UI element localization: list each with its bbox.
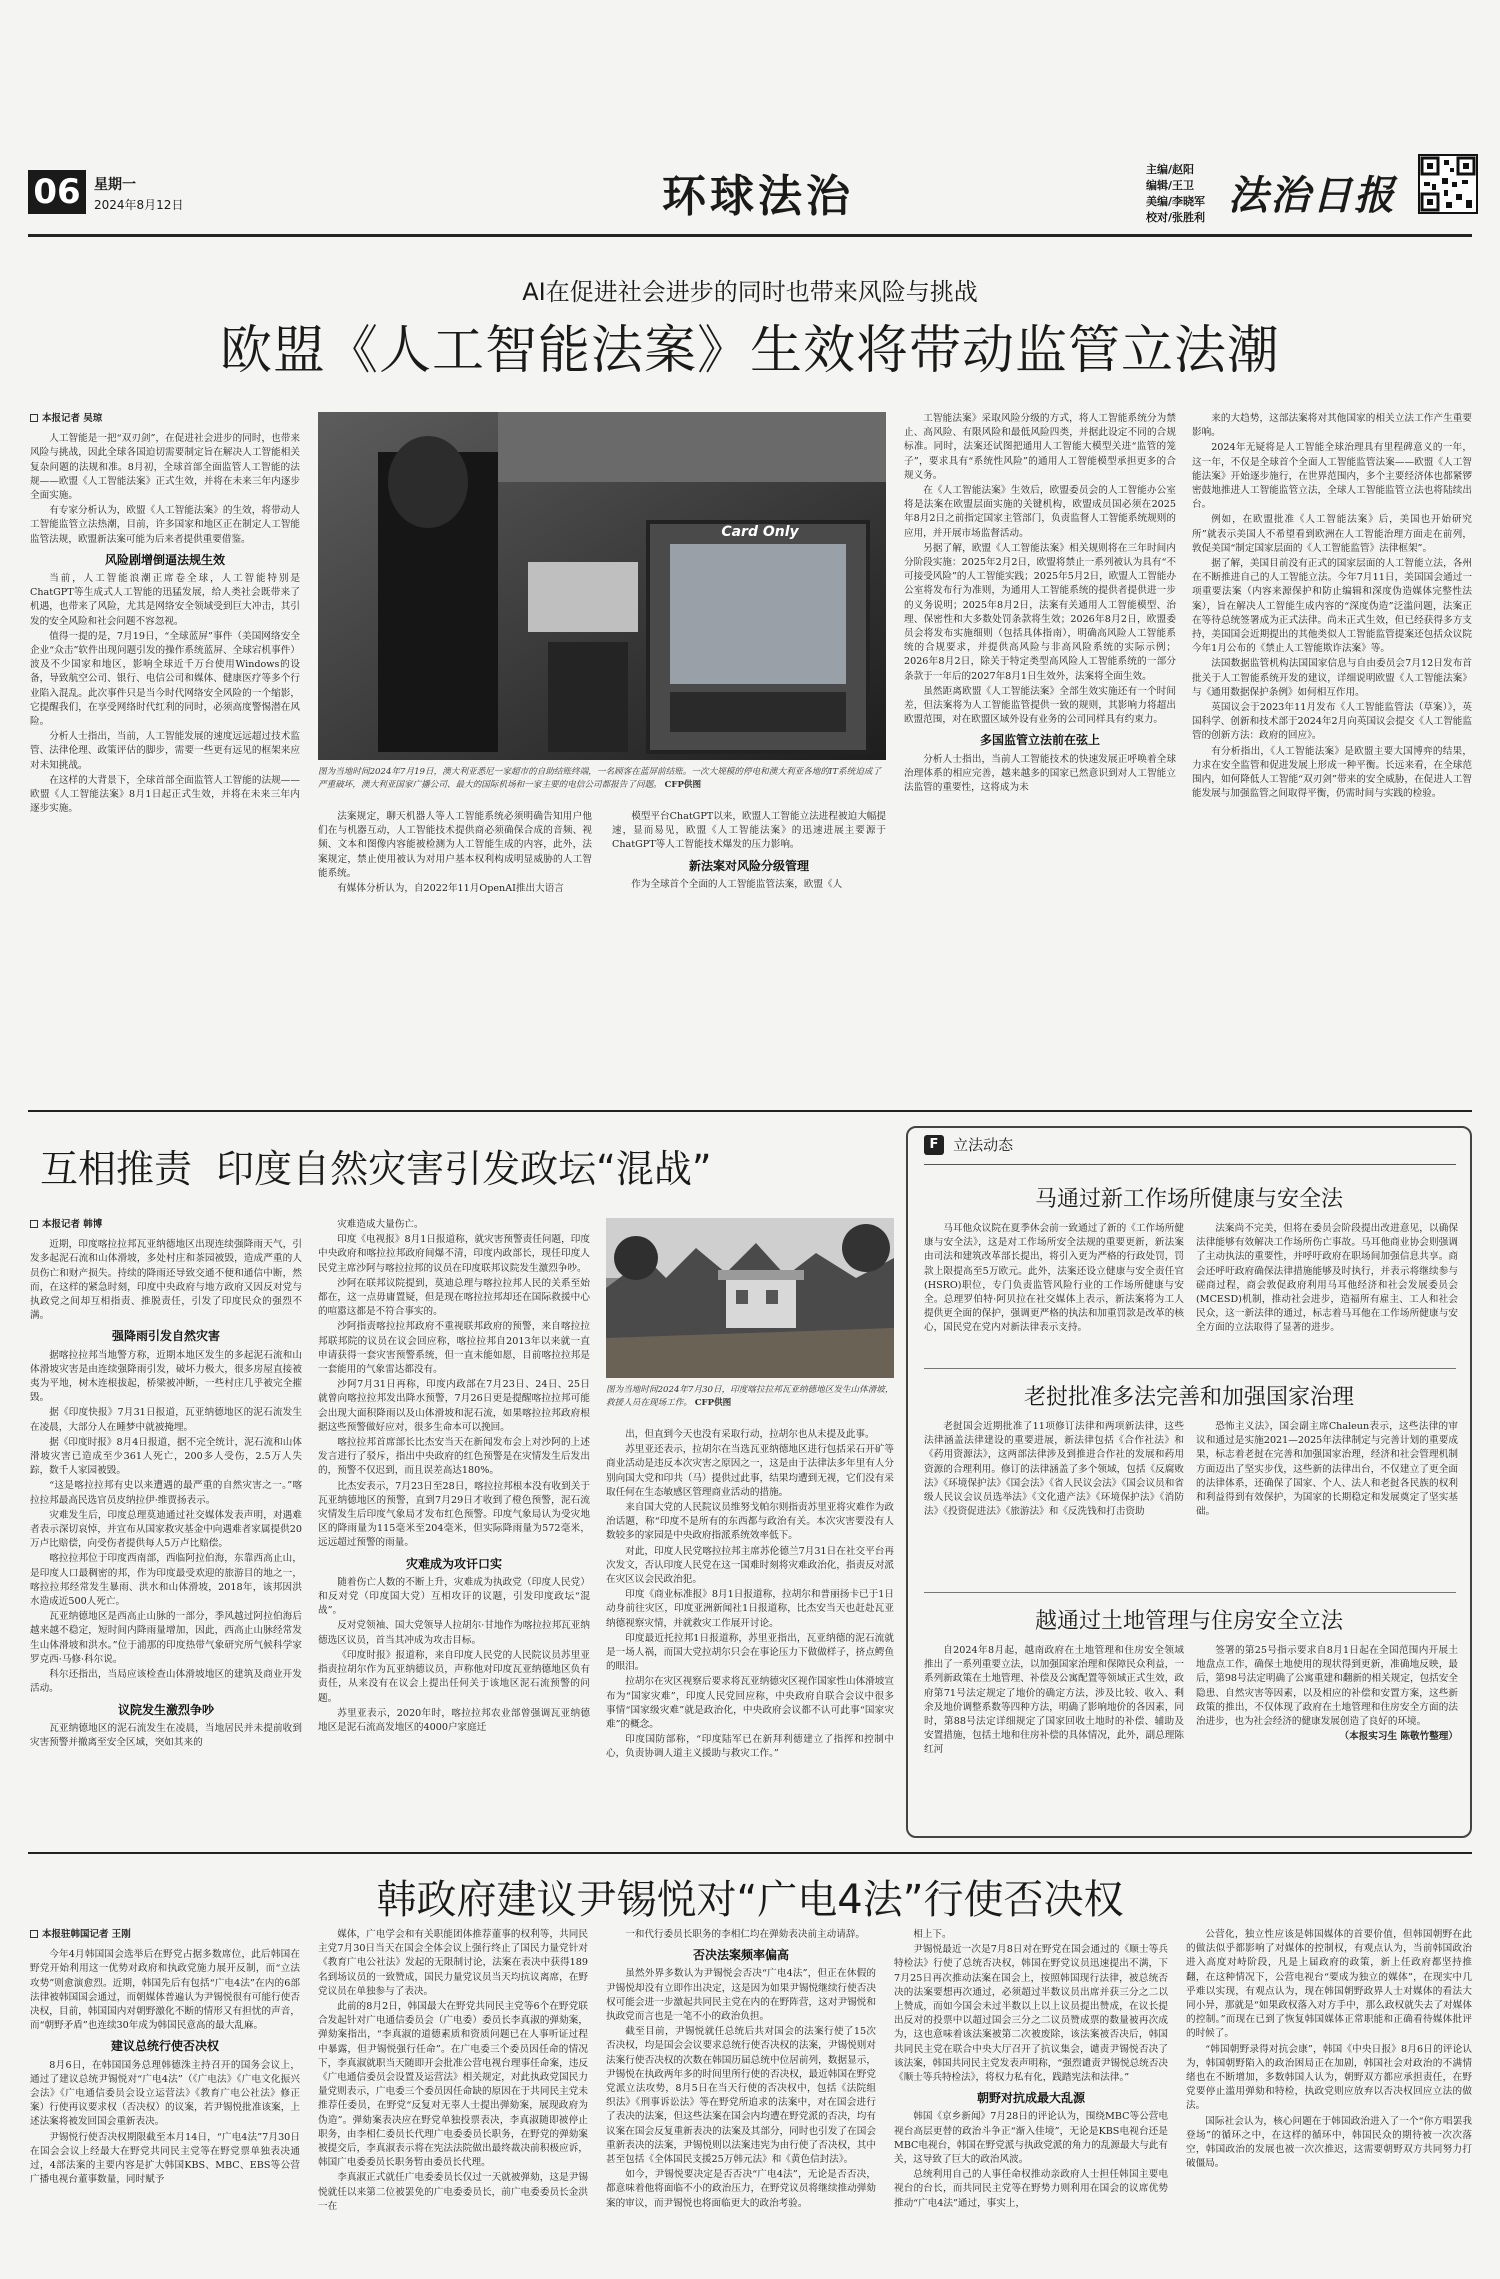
- legal-box: [906, 1126, 1472, 1838]
- editor-line: 主编/赵阳: [1146, 163, 1195, 176]
- paragraph: 瓦亚纳德地区的泥石流发生在凌晨，当地居民并未提前收到灾害预警并撤离至安全区域，突如其来的: [30, 1722, 302, 1748]
- legal-article-3-right: [1196, 1644, 1458, 1824]
- paragraph: 总统利用自己的人事任命权推动亲政府人士担任韩国主要电视台的台长，而共同民主党等在野势力则利用在国会的议席优势推动“广电4法”通过，事实上，: [894, 2169, 1168, 2209]
- subheading: 新法案对风险分级管理: [688, 858, 809, 873]
- paragraph: 随着伤亡人数的不断上升，灾难成为执政党（印度人民党）和反对党（印度国大党）互相攻讦的议题，引发印度政坛“混战”。: [318, 1576, 590, 1617]
- india-headline: 互相推责 印度自然灾害引发政坛“混战”: [40, 1147, 712, 1191]
- legal-label-row: [924, 1134, 1013, 1162]
- caption-text: 图为当地时间2024年7月19日，澳大利亚悉尼一家超市的自助结账终端，一名顾客在蓝屏前结账。一次大规模的停电和澳大利亚各地的IT系统迫成了严重破坏，澳大利亚国家广播公司、最大的国际机场和一家主要的电信公司都报告了问题。: [318, 767, 882, 790]
- paragraph: 印度国防部称，“印度陆军已在新拜利德建立了指挥和控制中心，负责协调人道主义援助与救灾工作。”: [606, 1734, 894, 1760]
- editor-line: 编辑/王卫: [1146, 179, 1195, 192]
- paragraph: 工智能法案》采取风险分级的方式，将人工智能系统分为禁止、高风险、有限风险和最低风险四类，并据此设定不同的合规标准。同时，法案还试图把通用人工智能大模型关进“监管的笼子”，要求具有“系统性风险”的通用人工智能模型承担更多的合规义务。: [904, 413, 1176, 481]
- paragraph: 据喀拉拉邦当地警方称，近期本地区发生的多起泥石流和山体滑坡灾害是由连续强降雨引发，破坏力极大，很多房屋直接被夷为平地，树木连根拔起，桥梁被冲断，一些村庄几乎被完全摧毁。: [30, 1349, 302, 1404]
- legal-article-1-title: 马通过新工作场所健康与安全法: [1034, 1187, 1343, 1212]
- caption-text: 图为当地时间2024年7月30日，印度喀拉拉邦瓦亚纳德地区发生山体滑坡，救援人员在现场工作。: [606, 1385, 894, 1408]
- paragraph: 尹锡悦行使否决权期限截至本月14日，“广电4法”7月30日在国会会议上经最大在野党共同民主党等在野党票单独表决通过，4部法案的主要内容是扩大韩国KBS、MBC、EBS等公营广播电视台董事数量，同时赋予: [30, 2131, 300, 2186]
- qr-code-icon: [1418, 154, 1478, 214]
- paragraph: 有媒体分析认为，自2022年11月OpenAI推出大语言: [337, 883, 564, 895]
- editor-line: 校对/张胜利: [1146, 211, 1206, 224]
- paragraph: 据《印度时报》8月4日报道，据不完全统计，泥石流和山体滑坡灾害已造成至少361人死亡，200多人受伤，2.5万人失踪，数千人家园被毁。: [30, 1436, 302, 1477]
- paragraph: 科尔还指出，当局应该检查山体滑坡地区的建筑及商业开发活动。: [30, 1669, 302, 1695]
- lead-column-1: [30, 412, 300, 1092]
- korea-column-5: [1186, 1928, 1472, 2268]
- weekday: 星期一: [94, 177, 136, 193]
- legal-article-3-title: 越通过土地管理与住房安全立法: [1034, 1609, 1343, 1634]
- paragraph: 据《印度快报》7月31日报道，瓦亚纳德地区的泥石流发生在凌晨，大部分人在睡梦中就被掩埋。: [30, 1407, 302, 1433]
- paragraph: 人工智能是一把“双刃剑”，在促进社会进步的同时，也带来风险与挑战，因此全球各国迫切需要制定旨在解决人工智能相关复杂问题的法规和准。8月初，全球首部全面监管人工智能的法规——欧盟《人工智能法案》正式生效，并将在未来三年内逐步全面实施。: [30, 433, 300, 502]
- paragraph: 例如，在欧盟批准《人工智能法案》后，美国也开始研究所”就表示美国人不希望看到欧洲在人工智能治理方面走在前列，敦促美国“制定国家层面的《人工智能监管》法律框架”。: [1192, 514, 1472, 554]
- legal-article-1-right: [1196, 1222, 1458, 1362]
- byline-box-icon: [30, 1220, 38, 1228]
- paragraph: 灾难发生后，印度总理莫迪通过社交媒体发表声明，对遇难者表示深切哀悼，并宣布从国家救灾基金中向遇难者家属提供20万卢比赔偿，向受伤者提供每人5万卢比赔偿。: [30, 1509, 302, 1550]
- paragraph: 媒体，广电学会和有关职能团体推荐董事的权利等，共同民主党7月30日当天在国会全体会议上强行终止了国民力量党针对《教育广电公社法》发起的无限制讨论，法案在表决中获得189名到场议员的一致赞成，国民力量党议员当天均抗议离席，在野党议员在单独参与了表决。: [318, 1929, 588, 1997]
- paragraph: 截至目前，尹锡悦就任总统后共对国会的法案行使了15次否决权，均是国会会议要求总统行使否决权的法案，尹锡悦则对法案行使否决权的次数在韩国历届总统中位居前列，数据显示，尹锡悦在执政两年多的时间里所行使的否决权，最近韩国在野党党派立法攻势，8月5日在当天行使的否决权中，包括《法院组织法》《刑事诉讼法》等在野党所追求的法案中，对在国会进行了表决的法案，但这些法案在国会内均遭在野党派的否决，均有议案在国会反复重新表决的法案及其部分，同时也引发了在国会重新表决的法案，尹锡悦则以法案违宪为由行使了否决权，其中甚至包括《全体国民支援25万韩元法》和《黄色信封法》。: [606, 2026, 876, 2166]
- paragraph: 瓦亚纳德地区是西高止山脉的一部分，季风越过阿拉伯海后越来越不稳定，短时间内降雨量增加，因此，西高止山脉经常发生山体滑坡和洪水。”位于浦那的印度热带气象研究所气候科学家罗克西·马修·科尔说。: [30, 1611, 302, 1665]
- lead-column-2: [318, 810, 592, 1092]
- photo-credit: CFP供图: [694, 1397, 732, 1408]
- paragraph: 值得一提的是，7月19日，“全球蓝屏”事件（美国网络安全企业“众击”软件出现问题引发的操作系统蓝屏、全球宕机事件）波及不少国家和地区，影响全球近千万台使用Windows的设备，导致航空公司、银行、电信公司和媒体、健康医疗等多个行业陷入混乱。此次事件只是当今时代网络安全风险的一个缩影，它提醒我们，在享受网络时代红利的同时，必须高度警惕潜在风险。: [30, 630, 300, 728]
- lead-photo-caption: [318, 766, 886, 804]
- paragraph: 印度最近托拉邦1日报道称，苏里亚指出，瓦亚纳德的泥石流就是一场人祸，而国大党拉胡尔只会在事论压力下做做样子，挤点鳄鱼的眼泪。: [606, 1632, 894, 1673]
- paragraph: 李真淑正式就任广电委委员长仅过一天就被弹劾，这是尹锡悦就任以来第二位被罢免的广电委委员长，前广电委委员长金洪一在: [318, 2172, 588, 2212]
- paragraph: 喀拉拉邦位于印度西南部，西临阿拉伯海，东靠西高止山，是印度人口最稠密的邦，作为印度最受欢迎的旅游目的地之一，喀拉拉邦经常发生暴雨、洪水和山体滑坡，2018年，该邦因洪水造成近500人死亡。: [30, 1553, 302, 1608]
- subheading: 否决法案频率偏高: [692, 1948, 789, 1963]
- paragraph: 相上下。: [913, 1929, 952, 1940]
- editor-line: 美编/李晓军: [1146, 195, 1206, 208]
- paragraph: 8月6日，在韩国国务总理韩德洙主持召开的国务会议上，通过了建议总统尹锡悦对“广电4法”（《广电法》《广电文化振兴会法》《广电通信委员会设立运营法》《教育广电公社法》修正案）行使再议要求权（否决权）的议案，若尹锡悦批准该案，上述法案将被发回国会重新表决。: [30, 2059, 300, 2128]
- paragraph: 恐怖主义法》，国会副主席Chaleun表示，这些法律的审议和通过是实施2021—2025年法律制定与完善计划的重要成果，标志着老挝在完善和加强国家治理，经济和社会管理机制方面迈出了坚实步伐，这些新的法律出台，不仅建立了更全面的法律体系，还确保了国家、个人、法人和老挝各民族的权利和利益得到有效保护，为国家的长期稳定和发展奠定了坚实基础。: [1196, 1421, 1458, 1518]
- paragraph: 韩国《京乡新闻》7月28日的评论认为，围绕MBC等公营电视台高层更替的政治斗争正“渐入佳境”，无论是KBS电视台还是MBC电视台，韩国在野党派与执政党派的角力的乱源最大与此有关，这导致了巨大的政治风波。: [894, 2111, 1168, 2166]
- paragraph: 来自国大党的人民院议员维努戈帕尔则指责苏里亚将灾难作为政治话题，称“印度不是所有的东西都与政治有关。本次灾害要没有人数较多的家园是中央政府指派系统效率低下。: [606, 1502, 894, 1542]
- subheading: 议院发生激烈争吵: [117, 1702, 214, 1717]
- paragraph: 苏里亚表示，2020年时，喀拉拉邦农业部曾强调瓦亚纳德地区是泥石流高发地区的4000户家庭迁: [318, 1707, 590, 1733]
- paragraph: 来的大趋势，这部法案将对其他国家的相关立法工作产生重要影响。: [1192, 413, 1472, 439]
- paragraph: 沙阿在联邦议院提到，莫迪总理与喀拉拉邦人民的关系至始都在，这一点毋庸置疑，但是现在喀拉拉邦却还在国际救援中心的喧嚣这都是不符合事实的。: [318, 1277, 590, 1318]
- lead-column-4: [904, 412, 1176, 1092]
- paragraph: 在这样的大背景下，全球首部全面监管人工智能的法规——欧盟《人工智能法案》8月1日起正式生效，并将在未来三年内逐步实施。: [30, 774, 300, 815]
- korea-column-3: [606, 1928, 876, 2268]
- masthead-rule: [28, 234, 1472, 237]
- paragraph: 《印度时报》报道称，来自印度人民党的人民院议员苏里亚指责拉胡尔作为瓦亚纳德议员，声称他对印度瓦亚纳德地区负有责任，从来没有在议会上提出任何关于该地区泥石流预警的问题。: [318, 1649, 590, 1704]
- paragraph: 虽然外界多数认为尹锡悦会否决“广电4法”，但正在休假的尹锡悦却没有立即作出决定，这是因为如果尹锡悦继续行使否决权可能会进一步激起共同民主党在内的在野阵营，这对尹锡悦和执政党而言也是一笔不小的政治负担。: [606, 1968, 876, 2023]
- korea-column-1: [30, 1928, 300, 2268]
- paragraph: 今年4月韩国国会选举后在野党占据多数席位，此后韩国在野党开始利用这一优势对政府和执政党施力展开反制，而“立法攻势”则愈演愈烈。近期，韩国先后有包括“广电4法”在内的6部法律被韩国国会通过，而朝媒体普遍认为尹锡悦很有可能行使否决权，目前，韩国国内对朝野激化不断的情形又有担忧的声音，而“朝野矛盾”也连续30年成为韩国民意高的最大乱麻。: [30, 1949, 300, 2032]
- paragraph: 此前的8月2日，韩国最大在野党共同民主党等6个在野党联合发起针对广电通信委员会（广电委）委员长李真淑的弹劾案，弹劾案指出，“李真淑的道德素质和资质问题已在人事听证过程中暴露，但尹锡悦强行任命”。在广电委三个委员因任命的情况下，李真淑就职当天随即开会批准公营电视台理事任命案，违反《广电通信委员会设置及运营法》相关规定，对此执政党国民力量党则表示，广电委三个委员因任命缺的原因在于共同民主党未推荐任委员，在野党“反复对无辜人士提出弹劾案，展现政府为伪造”。弹劾案表决应在野党单独投票表决，李真淑随即被停止职务，由李相仁委员长代理广电委委员长职务，在野党的弹劾案被提交后，李真淑表示将在宪法法院做出最终裁决前积极应诉，韩国广电委委员长职务暂由委员长代理。: [318, 2001, 588, 2169]
- byline-text: 本报记者 吴琼: [42, 413, 103, 424]
- paragraph: 英国议会于2023年11月发布《人工智能监管法（草案）》，英国科学、创新和技术部于2024年2月向英国议会提交《人工智能监管的创新方法：政府的回应》。: [1192, 702, 1472, 742]
- byline-text: 本报驻韩国记者 王刚: [42, 1929, 131, 1940]
- korea-column-4: [894, 1928, 1168, 2268]
- subheading: 灾难成为攻讦口实: [405, 1556, 502, 1571]
- paragraph: 对此，印度人民党喀拉拉邦主席苏伦德兰7月31日在社交平台再次发文，否认印度人民党在这一国难时刻将灾难政治化，指责反对派在灾区议会民政治犯。: [606, 1545, 894, 1586]
- issue-date: 2024年8月12日: [94, 198, 184, 212]
- section-title: 环球法治: [662, 171, 854, 222]
- paragraph: 另据了解，欧盟《人工智能法案》相关规则将在三年时间内分阶段实施：2025年2月2日，欧盟将禁止一系列被认为具有“不可接受风险”的人工智能实践；2025年5月2日，欧盟人工智能办公室将发布行为准则，为通用人工智能系统的提供者提供进一步的义务说明；2025年8月2日，法案有关通用人工智能模型、治理、保密性和大多数处罚条款将生效；2026年8月2日，欧盟委员会将发布实施细则（包括具体指南），明确高风险人工智能系统的合规要求，并提供高风险与非高风险系统的实际示例；2026年8月2日，除关于特定类型高风险人工智能系统的一部分条款于一年后的2027年8月1日生效外，法案将全面生效。: [904, 542, 1176, 682]
- paragraph: 签署的第25号指示要求自8月1日起在全国范围内开展土地盘点工作，确保土地使用的现状得到更新，准确地反映，最后，第98号法定明确了公寓重建和翻新的相关规定，包括安全隐患、自然灾害等因素，以及相应的补偿和安置方案，这些新政策的推出，不仅体现了政府在土地管理和住房安全方面的法治进步，也为社会经济的健康发展创造了良好的环境。: [1196, 1645, 1458, 1728]
- lead-column-5: [1192, 412, 1472, 1092]
- masthead: [28, 150, 1478, 232]
- lead-headline: 欧盟《人工智能法案》生效将带动监管立法潮: [219, 321, 1280, 381]
- page-number: 06: [28, 170, 86, 214]
- subheading: 风险剧增倒逼法规生效: [104, 552, 225, 567]
- paragraph: 比杰安表示，7月23日至28日，喀拉拉邦根本没有收到关于瓦亚纳德地区的预警，直到7月29日才收到了橙色预警，泥石流灾情发生后印度气象局才发布红色预警。印度气象局认为受灾地区的降雨量为115毫米至204毫米，但实际降雨量为572毫米，远远超过预警的雨量。: [318, 1480, 590, 1549]
- legal-article-2-title: 老挝批准多法完善和加强国家治理: [1023, 1385, 1354, 1410]
- paragraph: 尹锡悦最近一次是7月8日对在野党在国会通过的《顺士等兵特检法》行使了总统否决权，韩国在野党议员迅速提出不满，下7月25日再次推动法案在国会上，按照韩国现行法律，被总统否决的法案要想再次通过，必须超过半数议员出席并获三分之二以上赞成，而如今国会未过半数以上以上议员提出赞成，在议长提出反对的投票中以超过国会三分之二议员赞成票的数量被再次成为，这也意味着该法案被第二次被废除，该法案被否决后，韩国共同民主党在联合中央大厅召开了抗议集会，谴责尹锡悦否决了该法案，韩国共同民主党发表声明称，“强烈谴责尹锡悦总统否决《顺士等兵特检法》，将权力私有化，践踏宪法和法律。”: [894, 1944, 1168, 2084]
- paragraph: 有分析指出，《人工智能法案》是欧盟主要大国博弈的结果，力求在安全监管和促进发展上形成一种平衡。长远来看，在全球范围内，如何降低人工智能“双刃剑”带来的安全威胁，在促进人工智能发展与加强监管之间取得平衡，仍需时间与实践的检验。: [1192, 745, 1472, 800]
- paragraph: 喀拉拉邦首席部长比杰安当天在新闻发布会上对沙阿的上述发言进行了驳斥，指出中央政府的红色预警是在灾情发生后发出的，预警不仅迟到，而且误差高达180%。: [318, 1437, 590, 1477]
- editors-list: [1146, 162, 1205, 226]
- paragraph: 一和代行委员长职务的李相仁均在弹劾表决前主动请辞。: [625, 1929, 866, 1940]
- paragraph: 印度《电视报》8月1日报道称，就灾害预警责任问题，印度中央政府和喀拉拉邦政府间爆不清，印度内政部长，现任印度人民党主席沙阿与喀拉拉邦的议员在印度联邦议院发生激烈争吵。: [318, 1234, 590, 1274]
- legal-divider: [924, 1368, 1456, 1369]
- legal-article-2-right: [1196, 1420, 1458, 1586]
- paragraph: 沙阿指责喀拉拉邦政府不重视联邦政府的预警，来自喀拉拉邦联邦院的议员在议会回应称，喀拉拉邦自2013年以来就一直申请获得一套灾害预警系统，但一直未能如愿，目前喀拉拉邦是一套能用的气象雷达都没有。: [318, 1321, 590, 1376]
- paragraph: 法案尚不完美，但将在委员会阶段提出改进意见，以确保法律能够有效解决工作场所伤亡事故。马耳他商业协会则强调了主动执法的重要性，并呼吁政府在职场间加强信息共享。商会还呼吁政府确保法律措施能够及时执行，并表示将继续参与磋商过程，商会敦促政府利用马耳他经济和社会发展委员会(MCESD)机制，推动社会进步，造福所有雇主、工人和社会民众，这一新法律的通过，标志着马耳他在工作场所健康与安全方面的立法取得了显著的进步。: [1196, 1223, 1458, 1334]
- paragraph: 灾难造成大量伤亡。: [337, 1219, 424, 1230]
- lead-column-3: [612, 810, 886, 1092]
- paragraph: 如今，尹锡悦要决定是否否决“广电4法”，无论是否否决，都意味着他将面临不小的政治压力，在野党议员将继续推动弹劾案的审议，而尹锡悦也将面临更大的政治考验。: [606, 2169, 876, 2209]
- legal-credit: （本报实习生 陈敬竹整理）: [1339, 1731, 1458, 1743]
- paragraph: 出，但直到今天也没有采取行动，拉胡尔也从未提及此事。: [625, 1429, 875, 1440]
- legal-label: 立法动态: [953, 1136, 1014, 1154]
- legal-label-rule: [924, 1164, 1456, 1165]
- paragraph: 模型平台ChatGPT以来，欧盟人工智能立法进程被迫大幅提速，显而易见，欧盟《人工智能法案》的迅速进展主要源于ChatGPT等人工智能技术爆发的压力影响。: [612, 811, 886, 851]
- paragraph: 国际社会认为，核心问题在于韩国政治进入了一个“你方唱罢我登场”的循环之中，在这样的循环中，韩国民众的期待被一次次落空，韩国政治的发展也被一次次推迟，这需要朝野双方共同努力打破僵局。: [1186, 2115, 1472, 2170]
- lead-byline: [30, 412, 300, 426]
- paragraph: 自2024年8月起，越南政府在土地管理和住房安全领域推出了一系列重要立法，以加强国家治理和保障民众利益，一系列新政策在土地管理、补偿及公寓配置等领域正式生效，政府第71号法定规定了地价的确定方法，涉及比较、收入、剩余及地价调整系数等四种方法，明确了影响地价的各因素，同时，第88号法定详细规定了国家回收土地时的补偿、辅助及安置措施，包括土地和住房补偿的具体情况，此外，副总理陈红河: [924, 1645, 1184, 1756]
- subheading: 强降雨引发自然灾害: [111, 1329, 220, 1344]
- section-divider: [28, 1852, 1472, 1854]
- india-photo-caption: [606, 1384, 894, 1422]
- photo-credit: CFP供图: [664, 779, 702, 790]
- paragraph: “这是喀拉拉邦有史以来遭遇的最严重的自然灾害之一。”喀拉拉邦最高民选官员皮纳拉伊·维贾扬表示。: [30, 1480, 302, 1506]
- korea-column-2: [318, 1928, 588, 2268]
- paragraph: 虽然距离欧盟《人工智能法案》全部生效实施还有一个时间差，但法案将为人工智能监管提供一致的规则，其影响力将超出欧盟范围，对在欧盟区域外设有业务的公司同样具有约束力。: [904, 685, 1176, 726]
- paragraph: 有专家分析认为，欧盟《人工智能法案》的生效，将带动人工智能监管立法热潮，目前，许多国家和地区正在制定人工智能监管法规，欧盟新法案可能为后来者提供重要借鉴。: [30, 505, 300, 545]
- korea-headline: 韩政府建议尹锡悦对“广电4法”行使否决权: [376, 1877, 1124, 1923]
- legal-divider: [924, 1592, 1456, 1593]
- paragraph: “韩国朝野录得对抗会康”，韩国《中央日报》8月6日的评论认为，韩国朝野陷入的政治困局正在加剧，韩国社会对政治的不满情绪也在不断增加，多数韩国人认为，朝野双方都应承担责任，在野党要停止滥用弹劾和特检，执政党则应放弃以否决权回应立法的做法。: [1186, 2043, 1472, 2112]
- subheading: 朝野对抗成最大乱源: [976, 2091, 1085, 2106]
- paragraph: 2024年无疑将是人工智能全球治理具有里程碑意义的一年，这一年，不仅是全球首个全面人工智能监管法案——欧盟《人工智能法案》开始逐步施行，在世界范围内，多个主要经济体也都紧锣密鼓地推进人工智能监管立法，全球人工智能监管立法也将陆续出台。: [1192, 442, 1472, 511]
- paragraph: 当前，人工智能浪潮正席卷全球，人工智能特别是ChatGPT等生成式人工智能的迅猛发展，给人类社会既带来了机遇，也带来了风险，尤其是网络安全领域受到巨大冲击，其引发的安全风险和社会问题不容忽视。: [30, 573, 300, 627]
- subheading: 多国监管立法前在弦上: [979, 733, 1100, 748]
- paragraph: 老挝国会近期批准了11项修订法律和两项新法律，这些法律涵盖法律建设的重要进展，新法律包括《合作社法》和《药用资源法》，这两部法律涉及到推进合作社的发展和药用资源的合理利用。修订的法律涵盖了多个领域，包括《反腐败法》《环境保护法》《国会法》《省人民议会法》《国会议员和省级人民议会议员选举法》《文化遗产法》《环境保护法》《消防法》《投资促进法》《旅游法》和《反洗钱和打击资助: [924, 1421, 1184, 1518]
- section-divider: [28, 1110, 1472, 1112]
- paragraph: 苏里亚还表示，拉胡尔在当选瓦亚纳德地区进行包括采石开矿等商业活动是违反本次灾害之原因之一，这是由于法律法多年里有人分别向国大党和印共（马）提供过此事，结果均遭到无视，它们没有采取任何在生态敏感区管理商业活动的措施。: [606, 1444, 894, 1498]
- paragraph: 公营化，独立性应该是韩国媒体的首要价值，但韩国朝野在此的做法似乎都影响了对媒体的控制权，有观点认为，当前韩国政治进入高度对峙阶段，凡是上届政府的政策，新上任政府都坚持推翻，在这种情况下，公营电视台“要成为独立的媒体”，在现实中几乎难以实现，有观点认为，现在韩国朝野政界人士对媒体的看法大同小异，那就是“如果政权落入对方手中，那么政权就失去了对媒体的控制。”而现在已到了恢复韩国媒体正常职能和正确看待媒体批评的时候了。: [1186, 1929, 1472, 2040]
- lead-photo: [318, 412, 886, 760]
- paragraph: 拉胡尔在灾区视察后要求将瓦亚纳德灾区视作国家性山体滑坡宣布为“国家灾难”，印度人民党回应称，中央政府自联合会议中很多事情“国家级灾难”就是政治化，中央政府会议都不认可此事“国家灾难”的概念。: [606, 1676, 894, 1731]
- korea-byline: [30, 1928, 300, 1942]
- byline-box-icon: [30, 1930, 38, 1938]
- paragraph: 分析人士指出，当前，人工智能发展的速度远远超过技术监管、法律伦理、政策评估的脚步，需要一些更有远见的框架来应对未知挑战。: [30, 731, 300, 771]
- india-column-3: [606, 1428, 894, 1838]
- lead-kicker: AI在促进社会进步的同时也带来风险与挑战: [522, 278, 978, 306]
- paragraph: 据了解，美国目前没有正式的国家层面的人工智能立法，各州在不断推进自己的人工智能立法。今年7月11日，美国国会通过一项重要法案（内容来源保护和防止编辑和深度伪造媒体完整性法案），旨在解决人工智能生成内容的“深度伪造”泛滥问题，法案正在等待总统签署成为正式法律。尚未正式生效，但已经获得多方支持，美国国会近期提出的其他类似人工智能监管提案还包括众议院今年1月公布的《禁止人工智能欺诈法案》等。: [1192, 558, 1472, 655]
- india-byline: [30, 1218, 302, 1232]
- paragraph: 马耳他众议院在夏季休会前一致通过了新的《工作场所健康与安全法》，这是对工作场所安全法规的重要更新，新法案由司法和建筑改革部长提出，将引入更为严格的行政处罚，罚款上限提高至5万欧元。此外，法案还设立健康与安全责任官(HSRO)职位，专门负责监管风险行业的工作场所健康与安全。总理罗伯特·阿贝拉在社交媒体上表示，新法案将为工人提供更全面的保护，强调更严格的执法和加重罚款是改革的核心，国民党在党内对新法律表示支持。: [924, 1223, 1184, 1334]
- paragraph: 沙阿7月31日再称，印度内政部在7月23日、24日、25日就曾向喀拉拉邦发出降水预警，7月26日更是提醒喀拉拉邦可能会出现大面积降雨以及山体滑坡和泥石流，如果喀拉拉邦政府根据这些预警做好应对，很多生命本可以挽回。: [318, 1379, 590, 1433]
- india-photo: [606, 1218, 894, 1378]
- byline-text: 本报记者 韩博: [42, 1219, 103, 1230]
- paragraph: 作为全球首个全面的人工智能监管法案，欧盟《人: [631, 878, 843, 890]
- legal-article-3-left: [924, 1644, 1184, 1824]
- legal-article-1-left: [924, 1222, 1184, 1362]
- india-column-2: [318, 1218, 590, 1838]
- kiosk-sign: Card Only: [721, 524, 799, 540]
- byline-box-icon: [30, 414, 38, 422]
- paragraph: 法国数据监管机构法国国家信息与自由委员会7月12日发布首批关于人工智能系统开发的建议，详细说明欧盟《人工智能法案》与《通用数据保护条例》如何相互作用。: [1192, 658, 1472, 698]
- paragraph: 在《人工智能法案》生效后，欧盟委员会的人工智能办公室将是法案在欧盟层面实施的关键机构，欧盟成员国必须在2025年8月2日之前指定国家主管部门，负责监督人工智能系统规则的应用，并开展市场监督活动。: [904, 485, 1176, 539]
- india-column-1: [30, 1218, 302, 1838]
- paragraph: 反对党领袖、国大党领导人拉胡尔·甘地作为喀拉拉邦瓦亚纳德选区议员，首当其冲成为攻击目标。: [318, 1620, 590, 1646]
- paragraph: 近期，印度喀拉拉邦瓦亚纳德地区出现连续强降雨天气，引发多起泥石流和山体滑坡，多处村庄和茶园被毁，造成严重的人员伤亡和财产损失。持续的降雨还导致交通不便和通信中断，然而，在这样的紧急时刻，印度中央政府与地方政府又因反对党与执政党之间却互相指责、推脱责任，引发了印度民众的强烈不满。: [30, 1239, 302, 1322]
- paragraph: 分析人士指出，当前人工智能技术的快速发展正呼唤着全球治理体系的相应完善，越来越多的国家已然意识到对人工智能立法监管的重要性，这将成为未: [904, 753, 1176, 794]
- legal-article-2-left: [924, 1420, 1184, 1586]
- document-icon: F: [924, 1135, 944, 1155]
- paragraph: 法案规定，聊天机器人等人工智能系统必须明确告知用户他们在与机器互动，人工智能技术提供商必须确保合成的音频、视频、文本和图像内容能被检测为人工智能生成的内容，此外，法案规定，禁止使用被认为对用户基本权利构成明显威胁的人工智能系统。: [318, 811, 592, 879]
- paragraph: 印度《商业标准报》8月1日报道称，拉胡尔和普丽扬卡已于1日动身前往灾区，印度亚洲新闻社1日报道称，比杰安当天也赶赴瓦亚纳德视察灾情，并就救灾工作展开讨论。: [606, 1589, 894, 1629]
- subheading: 建议总统行使否决权: [110, 2039, 219, 2054]
- paper-logo: 法治日报: [1228, 172, 1396, 219]
